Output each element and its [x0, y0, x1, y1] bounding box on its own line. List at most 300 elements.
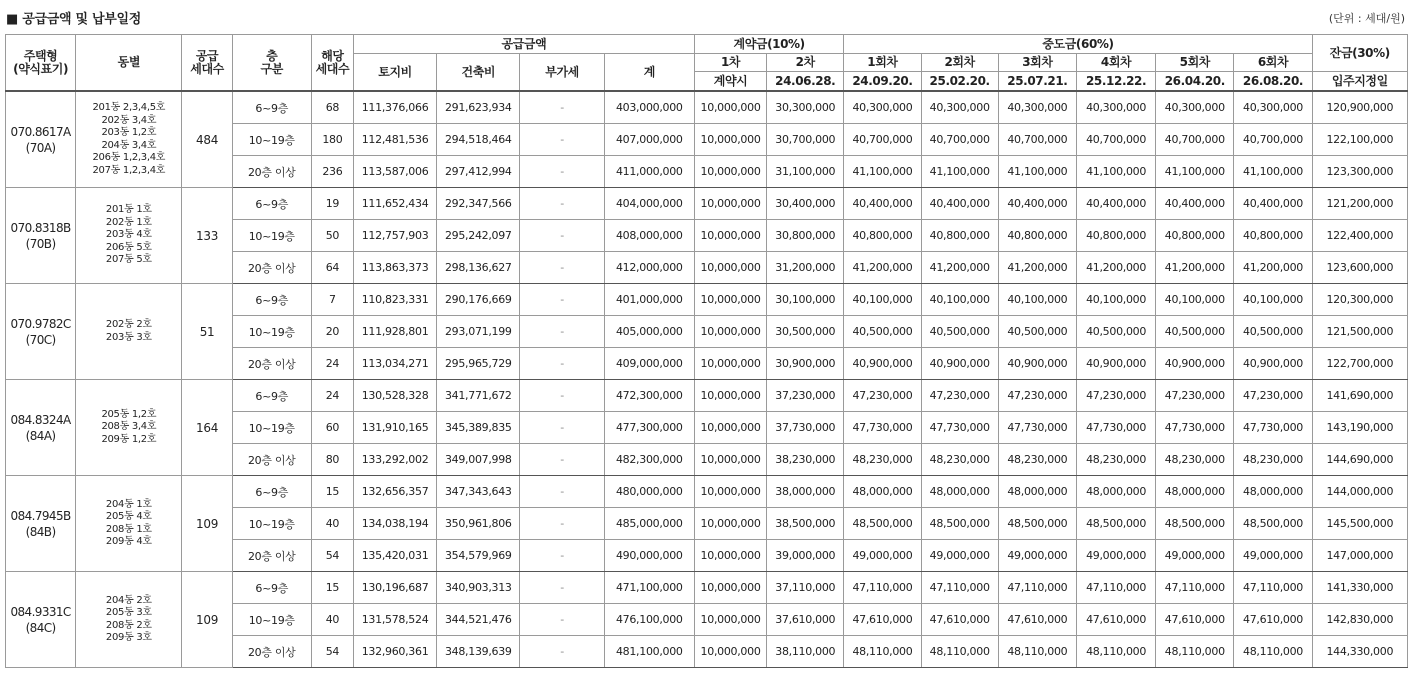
building-cost-cell: 293,071,199	[437, 316, 520, 348]
vat-cell: -	[520, 252, 604, 284]
middle-4-cell: 48,000,000	[1076, 476, 1155, 508]
units-cell: 64	[311, 252, 353, 284]
land-cost-cell: 132,656,357	[353, 476, 436, 508]
middle-4-cell: 40,400,000	[1076, 188, 1155, 220]
dong-list-cell	[76, 572, 182, 668]
dong-line: 206동 5호	[105, 241, 152, 253]
contract-2-cell: 31,200,000	[767, 252, 844, 284]
balance-cell: 141,330,000	[1312, 572, 1407, 604]
dong-line: 208동 2호	[105, 619, 152, 631]
balance-cell: 144,690,000	[1312, 444, 1407, 476]
middle-1-cell: 40,400,000	[844, 188, 921, 220]
contract-1-cell: 10,000,000	[694, 508, 766, 540]
units-cell: 80	[311, 444, 353, 476]
units-cell: 60	[311, 412, 353, 444]
middle-5-cell: 47,230,000	[1156, 380, 1234, 412]
contract-2-cell: 30,800,000	[767, 220, 844, 252]
middle-2-cell: 48,000,000	[921, 476, 998, 508]
floor-cell: 20층 이상	[232, 252, 311, 284]
table-row	[6, 380, 1408, 412]
total-cell: 480,000,000	[604, 476, 694, 508]
middle-3-cell: 40,900,000	[998, 348, 1076, 380]
dong-line: 203동 4호	[105, 229, 152, 241]
header-supply: 공급 세대수	[182, 35, 232, 92]
middle-2-cell: 48,500,000	[921, 508, 998, 540]
table-row	[6, 91, 1408, 124]
floor-cell: 6~9층	[232, 284, 311, 316]
vat-cell: -	[520, 156, 604, 188]
header-c1-date: 계약시	[694, 72, 766, 92]
middle-5-cell: 40,800,000	[1156, 220, 1234, 252]
contract-2-cell: 30,900,000	[767, 348, 844, 380]
units-cell: 40	[311, 604, 353, 636]
middle-2-cell: 47,110,000	[921, 572, 998, 604]
vat-cell: -	[520, 508, 604, 540]
middle-6-cell: 40,300,000	[1234, 91, 1312, 124]
supply-count-cell: 109	[182, 572, 232, 668]
contract-2-cell: 30,400,000	[767, 188, 844, 220]
contract-2-cell: 38,110,000	[767, 636, 844, 668]
contract-2-cell: 37,230,000	[767, 380, 844, 412]
middle-5-cell: 40,500,000	[1156, 316, 1234, 348]
unit-note: (단위 : 세대/원)	[1328, 12, 1405, 25]
contract-2-cell: 38,500,000	[767, 508, 844, 540]
units-cell: 236	[311, 156, 353, 188]
contract-1-cell: 10,000,000	[694, 252, 766, 284]
dong-line: 203동 1,2호	[101, 127, 157, 138]
dong-line: 205동 3호	[105, 607, 152, 618]
vat-cell: -	[520, 636, 604, 668]
contract-1-cell: 10,000,000	[694, 476, 766, 508]
middle-3-cell: 49,000,000	[998, 540, 1076, 572]
balance-cell: 143,190,000	[1312, 412, 1407, 444]
units-cell: 20	[311, 316, 353, 348]
floor-cell: 10~19층	[232, 316, 311, 348]
balance-cell: 120,900,000	[1312, 91, 1407, 124]
vat-cell: -	[520, 316, 604, 348]
middle-1-cell: 40,900,000	[844, 348, 921, 380]
contract-2-cell: 30,300,000	[767, 91, 844, 124]
middle-5-cell: 40,900,000	[1156, 348, 1234, 380]
contract-2-cell: 39,000,000	[767, 540, 844, 572]
floor-cell: 20층 이상	[232, 636, 311, 668]
units-cell: 54	[311, 636, 353, 668]
housing-type-cell: 070.8617A (70A)	[6, 91, 76, 188]
middle-3-cell: 40,300,000	[998, 91, 1076, 124]
header-contract-group: 계약금(10%)	[694, 35, 843, 54]
land-cost-cell: 110,823,331	[353, 284, 436, 316]
middle-1-cell: 40,800,000	[844, 220, 921, 252]
floor-cell: 20층 이상	[232, 156, 311, 188]
middle-2-cell: 41,100,000	[921, 156, 998, 188]
units-cell: 24	[311, 348, 353, 380]
middle-2-cell: 40,900,000	[921, 348, 998, 380]
middle-6-cell: 40,500,000	[1234, 316, 1312, 348]
table-row	[6, 476, 1408, 508]
middle-2-cell: 40,400,000	[921, 188, 998, 220]
building-cost-cell: 345,389,835	[437, 412, 520, 444]
land-cost-cell: 111,652,434	[353, 188, 436, 220]
total-cell: 490,000,000	[604, 540, 694, 572]
balance-cell: 120,300,000	[1312, 284, 1407, 316]
middle-6-cell: 40,900,000	[1234, 348, 1312, 380]
vat-cell: -	[520, 412, 604, 444]
header-m6: 6회차	[1234, 54, 1312, 72]
land-cost-cell: 133,292,002	[353, 444, 436, 476]
middle-1-cell: 47,730,000	[844, 412, 921, 444]
balance-cell: 122,400,000	[1312, 220, 1407, 252]
contract-1-cell: 10,000,000	[694, 380, 766, 412]
contract-2-cell: 30,100,000	[767, 284, 844, 316]
middle-1-cell: 40,300,000	[844, 91, 921, 124]
header-middle-group: 중도금(60%)	[844, 35, 1312, 54]
land-cost-cell: 111,928,801	[353, 316, 436, 348]
middle-1-cell: 48,230,000	[844, 444, 921, 476]
vat-cell: -	[520, 124, 604, 156]
middle-1-cell: 49,000,000	[844, 540, 921, 572]
header-price-group: 공급금액	[353, 35, 694, 54]
supply-count-cell: 133	[182, 188, 232, 284]
middle-3-cell: 40,400,000	[998, 188, 1076, 220]
building-cost-cell: 294,518,464	[437, 124, 520, 156]
header-total: 계	[604, 54, 694, 92]
vat-cell: -	[520, 604, 604, 636]
building-cost-cell: 350,961,806	[437, 508, 520, 540]
middle-5-cell: 47,730,000	[1156, 412, 1234, 444]
contract-2-cell: 37,610,000	[767, 604, 844, 636]
middle-4-cell: 49,000,000	[1076, 540, 1155, 572]
floor-cell: 10~19층	[232, 604, 311, 636]
table-row	[6, 188, 1408, 220]
land-cost-cell: 134,038,194	[353, 508, 436, 540]
header-land: 토지비	[353, 54, 436, 92]
middle-2-cell: 48,230,000	[921, 444, 998, 476]
dong-line: 204동 2호	[105, 594, 152, 606]
middle-4-cell: 48,110,000	[1076, 636, 1155, 668]
contract-1-cell: 10,000,000	[694, 220, 766, 252]
contract-1-cell: 10,000,000	[694, 636, 766, 668]
title-bar	[0, 0, 1413, 34]
header-balance-date: 입주지정일	[1312, 72, 1407, 92]
middle-3-cell: 48,500,000	[998, 508, 1076, 540]
header-balance: 잔금(30%)	[1312, 35, 1407, 72]
contract-1-cell: 10,000,000	[694, 316, 766, 348]
building-cost-cell: 295,965,729	[437, 348, 520, 380]
building-cost-cell: 298,136,627	[437, 252, 520, 284]
building-cost-cell: 297,412,994	[437, 156, 520, 188]
middle-1-cell: 40,500,000	[844, 316, 921, 348]
middle-2-cell: 47,730,000	[921, 412, 998, 444]
header-m2-date: 25.02.20.	[921, 72, 998, 92]
middle-5-cell: 48,500,000	[1156, 508, 1234, 540]
middle-6-cell: 48,500,000	[1234, 508, 1312, 540]
units-cell: 7	[311, 284, 353, 316]
building-cost-cell: 340,903,313	[437, 572, 520, 604]
total-cell: 403,000,000	[604, 91, 694, 124]
middle-4-cell: 40,800,000	[1076, 220, 1155, 252]
land-cost-cell: 135,420,031	[353, 540, 436, 572]
units-cell: 19	[311, 188, 353, 220]
land-cost-cell: 113,587,006	[353, 156, 436, 188]
middle-5-cell: 40,300,000	[1156, 91, 1234, 124]
header-c1: 1차	[694, 54, 766, 72]
dong-line: 208동 3,4호	[101, 421, 157, 433]
floor-cell: 10~19층	[232, 220, 311, 252]
dong-list-cell	[76, 284, 182, 380]
middle-5-cell: 47,110,000	[1156, 572, 1234, 604]
total-cell: 482,300,000	[604, 444, 694, 476]
middle-1-cell: 47,610,000	[844, 604, 921, 636]
middle-5-cell: 47,610,000	[1156, 604, 1234, 636]
header-m4: 4회차	[1076, 54, 1155, 72]
building-cost-cell: 347,343,643	[437, 476, 520, 508]
balance-cell: 144,000,000	[1312, 476, 1407, 508]
contract-2-cell: 38,230,000	[767, 444, 844, 476]
header-m1: 1회차	[844, 54, 921, 72]
dong-line: 204동 1호	[105, 498, 152, 510]
balance-cell: 144,330,000	[1312, 636, 1407, 668]
building-cost-cell: 292,347,566	[437, 188, 520, 220]
dong-list-cell	[76, 91, 182, 188]
middle-3-cell: 41,100,000	[998, 156, 1076, 188]
header-m1-date: 24.09.20.	[844, 72, 921, 92]
vat-cell: -	[520, 476, 604, 508]
header-m6-date: 26.08.20.	[1234, 72, 1312, 92]
floor-cell: 6~9층	[232, 572, 311, 604]
dong-line: 207동 1,2,3,4호	[92, 164, 166, 176]
total-cell: 404,000,000	[604, 188, 694, 220]
total-cell: 485,000,000	[604, 508, 694, 540]
middle-3-cell: 48,110,000	[998, 636, 1076, 668]
balance-cell: 147,000,000	[1312, 540, 1407, 572]
land-cost-cell: 113,034,271	[353, 348, 436, 380]
middle-6-cell: 41,200,000	[1234, 252, 1312, 284]
units-cell: 24	[311, 380, 353, 412]
land-cost-cell: 111,376,066	[353, 91, 436, 124]
middle-3-cell: 47,110,000	[998, 572, 1076, 604]
units-cell: 68	[311, 91, 353, 124]
contract-1-cell: 10,000,000	[694, 91, 766, 124]
dong-list-cell	[76, 476, 182, 572]
dong-line: 201동 1호	[105, 204, 152, 216]
middle-3-cell: 40,100,000	[998, 284, 1076, 316]
header-m2: 2회차	[921, 54, 998, 72]
dong-line: 206동 1,2,3,4호	[92, 152, 166, 163]
middle-2-cell: 40,700,000	[921, 124, 998, 156]
middle-4-cell: 40,300,000	[1076, 91, 1155, 124]
building-cost-cell: 295,242,097	[437, 220, 520, 252]
price-schedule-table	[5, 34, 1408, 668]
total-cell: 408,000,000	[604, 220, 694, 252]
units-cell: 54	[311, 540, 353, 572]
middle-1-cell: 48,500,000	[844, 508, 921, 540]
vat-cell: -	[520, 540, 604, 572]
units-cell: 40	[311, 508, 353, 540]
floor-cell: 10~19층	[232, 412, 311, 444]
housing-type-cell: 084.8324A (84A)	[6, 380, 76, 476]
middle-2-cell: 40,100,000	[921, 284, 998, 316]
floor-cell: 6~9층	[232, 476, 311, 508]
balance-cell: 121,500,000	[1312, 316, 1407, 348]
middle-3-cell: 47,730,000	[998, 412, 1076, 444]
building-cost-cell: 354,579,969	[437, 540, 520, 572]
contract-1-cell: 10,000,000	[694, 156, 766, 188]
middle-4-cell: 41,100,000	[1076, 156, 1155, 188]
middle-5-cell: 48,230,000	[1156, 444, 1234, 476]
header-m3-date: 25.07.21.	[998, 72, 1076, 92]
table-header	[6, 35, 1408, 92]
total-cell: 411,000,000	[604, 156, 694, 188]
floor-cell: 20층 이상	[232, 444, 311, 476]
total-cell: 412,000,000	[604, 252, 694, 284]
contract-1-cell: 10,000,000	[694, 412, 766, 444]
total-cell: 472,300,000	[604, 380, 694, 412]
middle-6-cell: 40,800,000	[1234, 220, 1312, 252]
header-vat: 부가세	[520, 54, 604, 92]
land-cost-cell: 130,196,687	[353, 572, 436, 604]
middle-6-cell: 41,100,000	[1234, 156, 1312, 188]
building-cost-cell: 291,623,934	[437, 91, 520, 124]
header-c2: 2차	[767, 54, 844, 72]
middle-2-cell: 47,610,000	[921, 604, 998, 636]
table-row	[6, 284, 1408, 316]
middle-4-cell: 40,700,000	[1076, 124, 1155, 156]
middle-3-cell: 40,500,000	[998, 316, 1076, 348]
header-m5: 5회차	[1156, 54, 1234, 72]
total-cell: 407,000,000	[604, 124, 694, 156]
header-c2-date: 24.06.28.	[767, 72, 844, 92]
header-building: 건축비	[437, 54, 520, 92]
middle-6-cell: 47,230,000	[1234, 380, 1312, 412]
middle-6-cell: 40,100,000	[1234, 284, 1312, 316]
units-cell: 180	[311, 124, 353, 156]
middle-1-cell: 40,100,000	[844, 284, 921, 316]
middle-4-cell: 40,500,000	[1076, 316, 1155, 348]
floor-cell: 10~19층	[232, 508, 311, 540]
middle-4-cell: 47,110,000	[1076, 572, 1155, 604]
middle-3-cell: 48,230,000	[998, 444, 1076, 476]
land-cost-cell: 113,863,373	[353, 252, 436, 284]
vat-cell: -	[520, 91, 604, 124]
land-cost-cell: 112,757,903	[353, 220, 436, 252]
vat-cell: -	[520, 380, 604, 412]
contract-1-cell: 10,000,000	[694, 444, 766, 476]
total-cell: 481,100,000	[604, 636, 694, 668]
contract-2-cell: 38,000,000	[767, 476, 844, 508]
section-title: ■ 공급금액 및 납부일정	[6, 12, 141, 27]
dong-line: 202동 2호	[105, 319, 152, 330]
middle-5-cell: 41,200,000	[1156, 252, 1234, 284]
building-cost-cell: 290,176,669	[437, 284, 520, 316]
building-cost-cell: 349,007,998	[437, 444, 520, 476]
middle-1-cell: 41,200,000	[844, 252, 921, 284]
middle-2-cell: 40,300,000	[921, 91, 998, 124]
dong-line: 201동 2,3,4,5호	[92, 102, 166, 113]
balance-cell: 122,700,000	[1312, 348, 1407, 380]
middle-6-cell: 47,110,000	[1234, 572, 1312, 604]
vat-cell: -	[520, 284, 604, 316]
header-type: 주택형 (약식표기)	[6, 35, 76, 92]
middle-5-cell: 48,110,000	[1156, 636, 1234, 668]
middle-1-cell: 40,700,000	[844, 124, 921, 156]
balance-cell: 123,300,000	[1312, 156, 1407, 188]
middle-5-cell: 40,700,000	[1156, 124, 1234, 156]
dong-line: 207동 5호	[105, 254, 152, 266]
header-floor: 층 구분	[232, 35, 311, 92]
supply-count-cell: 164	[182, 380, 232, 476]
middle-4-cell: 48,230,000	[1076, 444, 1155, 476]
middle-1-cell: 47,110,000	[844, 572, 921, 604]
supply-count-cell: 484	[182, 91, 232, 188]
middle-5-cell: 41,100,000	[1156, 156, 1234, 188]
units-cell: 15	[311, 572, 353, 604]
contract-1-cell: 10,000,000	[694, 572, 766, 604]
dong-line: 203동 3호	[105, 331, 152, 343]
middle-1-cell: 48,000,000	[844, 476, 921, 508]
middle-6-cell: 40,400,000	[1234, 188, 1312, 220]
middle-2-cell: 49,000,000	[921, 540, 998, 572]
middle-3-cell: 47,610,000	[998, 604, 1076, 636]
contract-1-cell: 10,000,000	[694, 124, 766, 156]
contract-1-cell: 10,000,000	[694, 348, 766, 380]
floor-cell: 6~9층	[232, 188, 311, 220]
total-cell: 471,100,000	[604, 572, 694, 604]
middle-6-cell: 49,000,000	[1234, 540, 1312, 572]
housing-type-cell: 084.9331C (84C)	[6, 572, 76, 668]
table-body	[6, 91, 1408, 668]
dong-line: 205동 4호	[105, 511, 152, 522]
middle-6-cell: 48,230,000	[1234, 444, 1312, 476]
balance-cell: 142,830,000	[1312, 604, 1407, 636]
vat-cell: -	[520, 444, 604, 476]
header-m3: 3회차	[998, 54, 1076, 72]
total-cell: 401,000,000	[604, 284, 694, 316]
units-cell: 15	[311, 476, 353, 508]
header-units: 해당 세대수	[311, 35, 353, 92]
dong-line: 209동 3호	[105, 632, 152, 643]
middle-6-cell: 48,110,000	[1234, 636, 1312, 668]
building-cost-cell: 348,139,639	[437, 636, 520, 668]
total-cell: 409,000,000	[604, 348, 694, 380]
middle-5-cell: 40,100,000	[1156, 284, 1234, 316]
contract-2-cell: 31,100,000	[767, 156, 844, 188]
contract-2-cell: 30,700,000	[767, 124, 844, 156]
contract-2-cell: 37,730,000	[767, 412, 844, 444]
header-dong: 동별	[76, 35, 182, 92]
middle-3-cell: 40,800,000	[998, 220, 1076, 252]
vat-cell: -	[520, 348, 604, 380]
middle-3-cell: 48,000,000	[998, 476, 1076, 508]
dong-line: 209동 1,2호	[101, 433, 157, 445]
contract-1-cell: 10,000,000	[694, 188, 766, 220]
floor-cell: 20층 이상	[232, 540, 311, 572]
middle-4-cell: 41,200,000	[1076, 252, 1155, 284]
housing-type-cell: 070.8318B (70B)	[6, 188, 76, 284]
dong-line: 209동 4호	[105, 536, 152, 547]
table-row	[6, 572, 1408, 604]
dong-list-cell	[76, 188, 182, 284]
contract-2-cell: 30,500,000	[767, 316, 844, 348]
middle-5-cell: 40,400,000	[1156, 188, 1234, 220]
balance-cell: 122,100,000	[1312, 124, 1407, 156]
middle-4-cell: 47,730,000	[1076, 412, 1155, 444]
balance-cell: 145,500,000	[1312, 508, 1407, 540]
floor-cell: 20층 이상	[232, 348, 311, 380]
header-m5-date: 26.04.20.	[1156, 72, 1234, 92]
contract-1-cell: 10,000,000	[694, 540, 766, 572]
middle-4-cell: 47,610,000	[1076, 604, 1155, 636]
dong-line: 204동 3,4호	[101, 139, 157, 151]
